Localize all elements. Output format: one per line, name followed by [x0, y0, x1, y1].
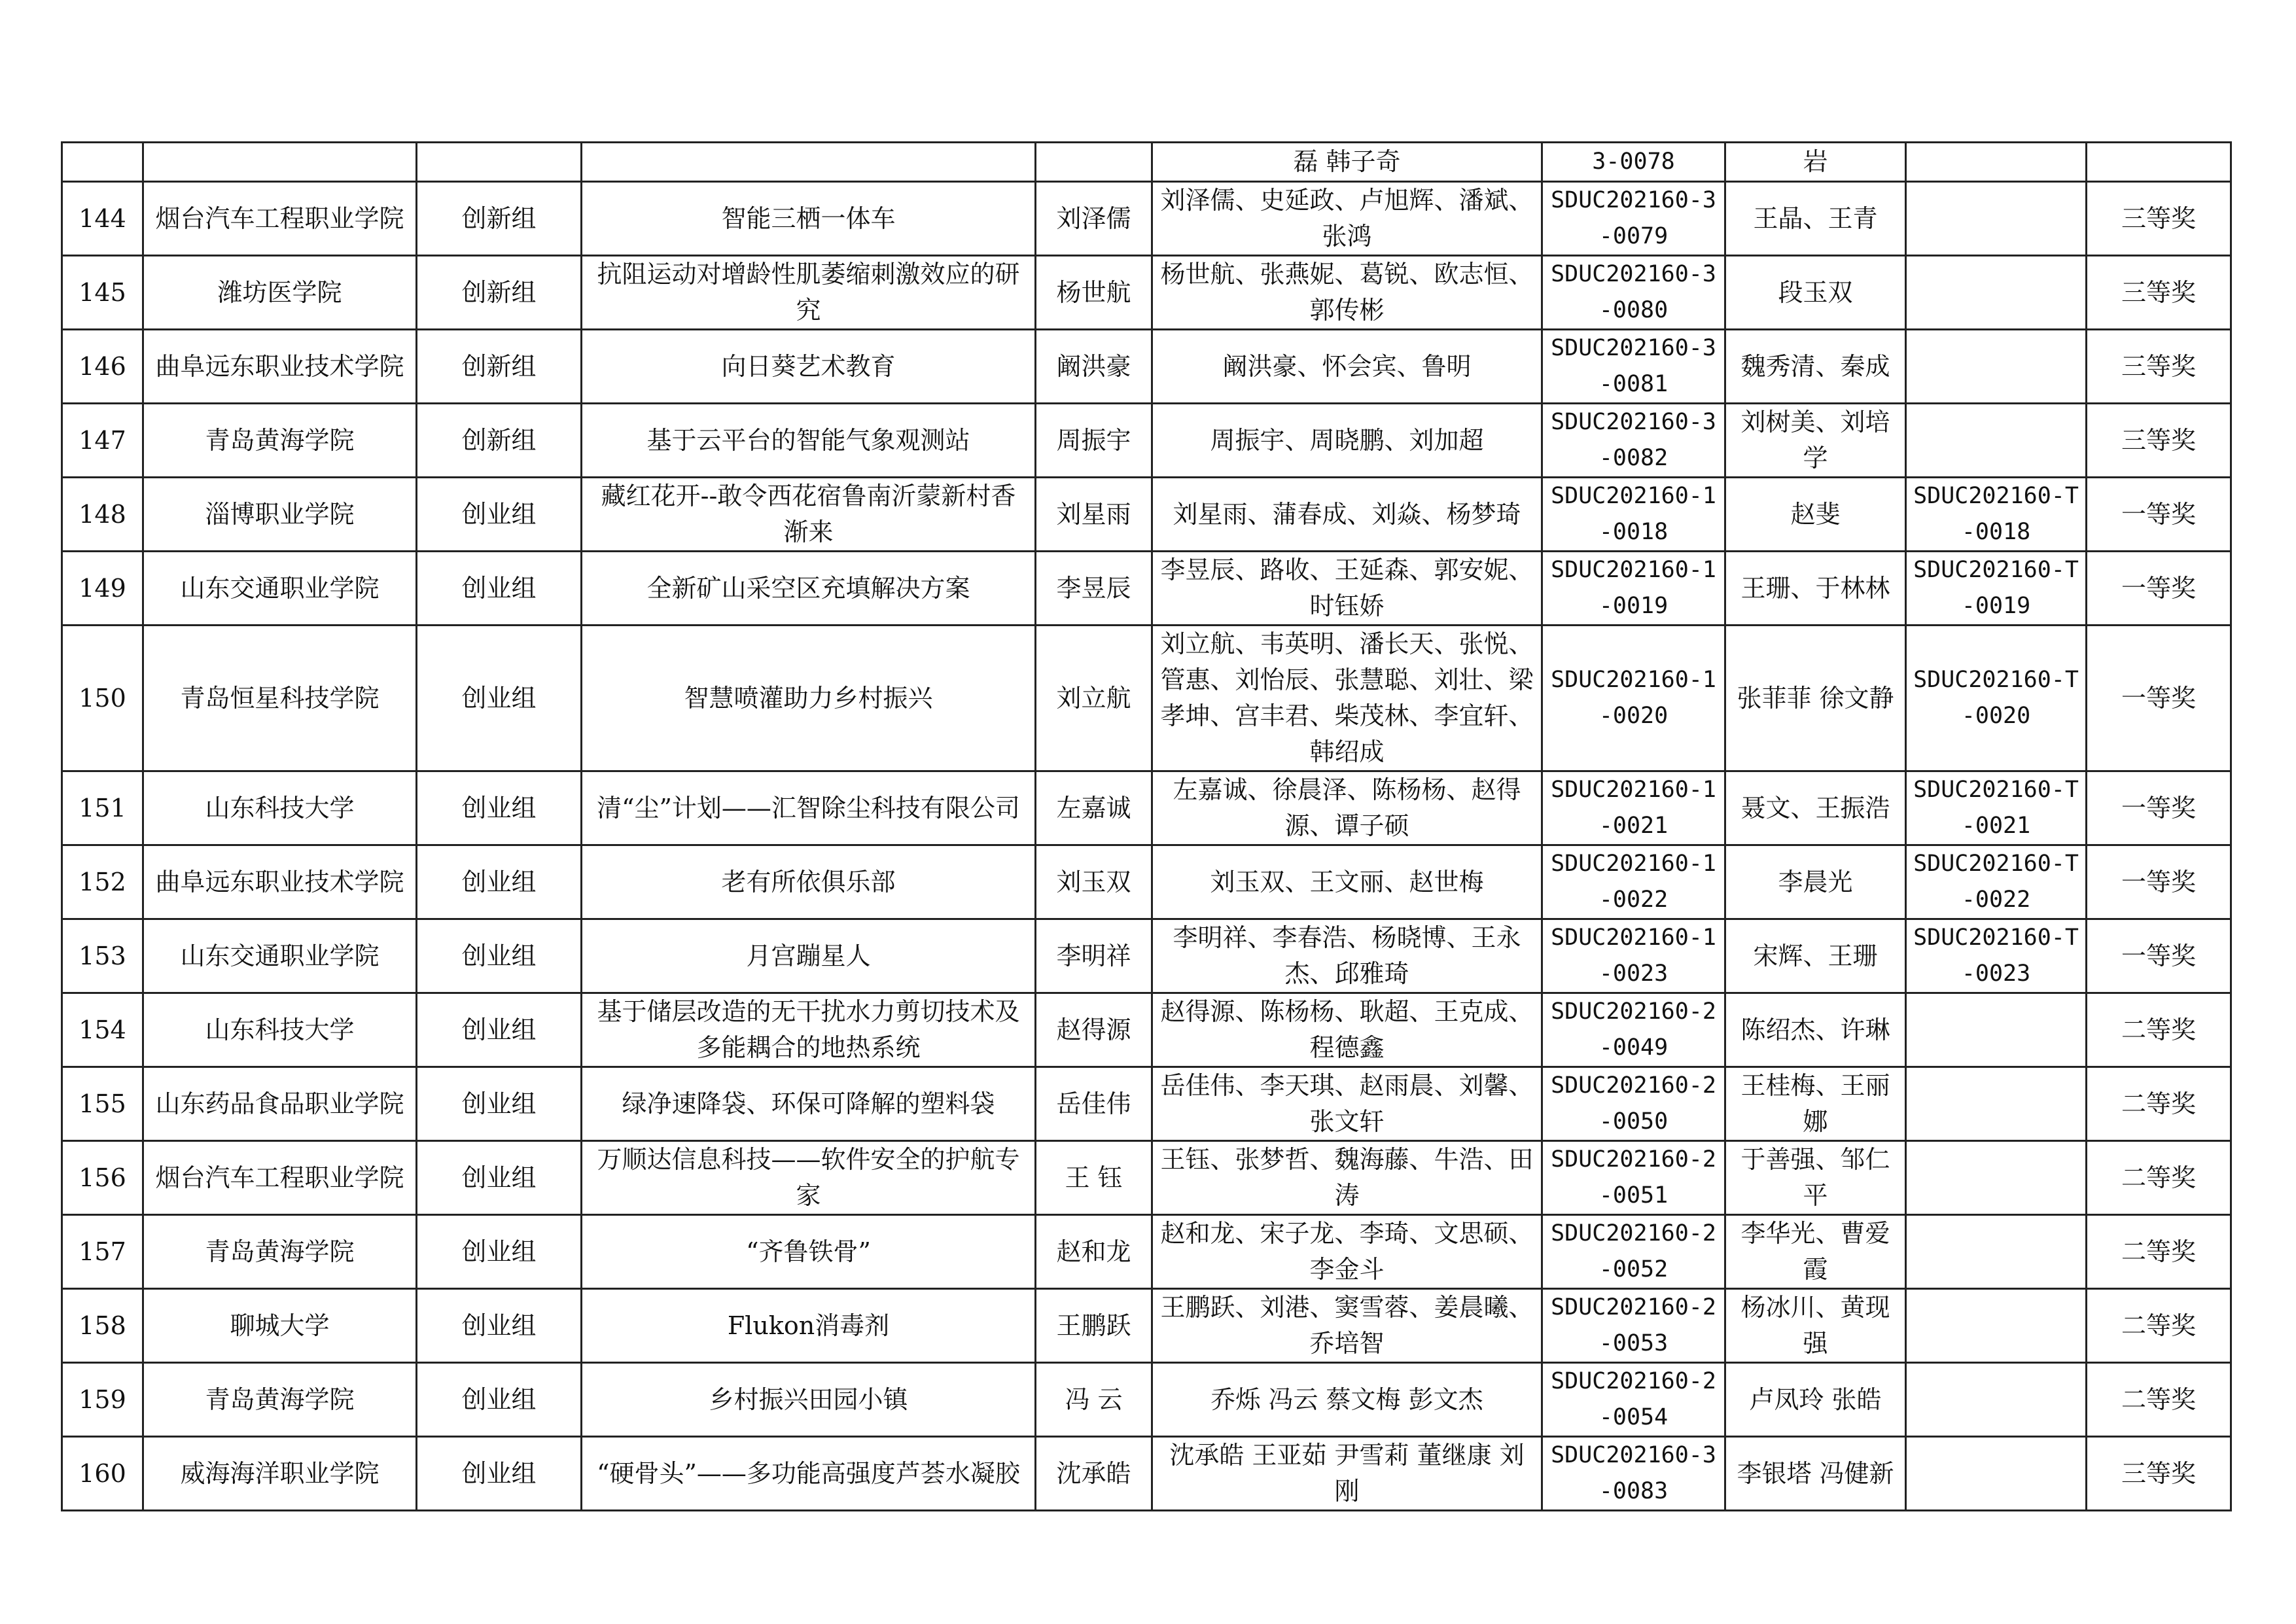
cell-code: SDUC202160-1-0018	[1542, 478, 1725, 552]
table-row	[62, 1289, 2231, 1363]
cell-group: 创新组	[417, 256, 582, 330]
cell-group: 创新组	[417, 182, 582, 256]
cell-advisor: 宋辉、王珊	[1725, 919, 1906, 993]
table-row	[62, 1215, 2231, 1289]
cell-t-code: SDUC202160-T-0022	[1906, 845, 2087, 919]
cell-t-code	[1906, 1067, 2087, 1141]
cell-school: 聊城大学	[143, 1289, 417, 1363]
cell-group: 创业组	[417, 1215, 582, 1289]
cell-advisor: 刘树美、刘培学	[1725, 404, 1906, 478]
cell-number: 150	[62, 626, 143, 771]
cell-school: 青岛恒星科技学院	[143, 626, 417, 771]
cell-school: 青岛黄海学院	[143, 404, 417, 478]
cell-members: 岳佳伟、李天琪、赵雨晨、刘馨、张文轩	[1152, 1067, 1542, 1141]
cell-t-code	[1906, 330, 2087, 404]
table-row	[62, 552, 2231, 626]
cell-project: 向日葵艺术教育	[582, 330, 1036, 404]
cell-project: 智能三栖一体车	[582, 182, 1036, 256]
cell-group: 创业组	[417, 771, 582, 845]
cell-group: 创业组	[417, 993, 582, 1067]
cell-members: 周振宇、周晓鹏、刘加超	[1152, 404, 1542, 478]
table-row	[62, 1067, 2231, 1141]
table-row	[62, 330, 2231, 404]
cell-leader: 岳佳伟	[1036, 1067, 1152, 1141]
cell-advisor: 王珊、于林林	[1725, 552, 1906, 626]
cell-award: 二等奖	[2087, 1141, 2231, 1215]
cell-members: 李明祥、李春浩、杨晓博、王永杰、邱雅琦	[1152, 919, 1542, 993]
cell-number: 160	[62, 1437, 143, 1511]
cell-number: 152	[62, 845, 143, 919]
cell-members: 乔烁 冯云 蔡文梅 彭文杰	[1152, 1363, 1542, 1437]
cell-t-code: SDUC202160-T-0018	[1906, 478, 2087, 552]
cell-leader: 刘立航	[1036, 626, 1152, 771]
cell-project: “硬骨头”——多功能高强度芦荟水凝胶	[582, 1437, 1036, 1511]
cell-group: 创业组	[417, 845, 582, 919]
cell-code: SDUC202160-2-0054	[1542, 1363, 1725, 1437]
cell-project: 绿净速降袋、环保可降解的塑料袋	[582, 1067, 1036, 1141]
cell-number: 155	[62, 1067, 143, 1141]
cell-award: 一等奖	[2087, 845, 2231, 919]
cell-t-code	[1906, 1289, 2087, 1363]
cell-project: 老有所依俱乐部	[582, 845, 1036, 919]
table-row	[62, 771, 2231, 845]
cell-members: 赵和龙、宋子龙、李琦、文思硕、李金斗	[1152, 1215, 1542, 1289]
cell-t-code	[1906, 993, 2087, 1067]
cell-advisor: 王晶、王青	[1725, 182, 1906, 256]
cell-members: 左嘉诚、徐晨泽、陈杨杨、赵得源、谭子硕	[1152, 771, 1542, 845]
cell-leader: 周振宇	[1036, 404, 1152, 478]
cell-number: 145	[62, 256, 143, 330]
cell-project: 全新矿山采空区充填解决方案	[582, 552, 1036, 626]
cell-t-code	[1906, 1141, 2087, 1215]
cell-school: 山东科技大学	[143, 993, 417, 1067]
cell-award: 三等奖	[2087, 330, 2231, 404]
cell-number: 153	[62, 919, 143, 993]
cell-code: SDUC202160-2-0050	[1542, 1067, 1725, 1141]
cell-t-code	[1906, 182, 2087, 256]
cell-school: 烟台汽车工程职业学院	[143, 1141, 417, 1215]
table-row	[62, 1363, 2231, 1437]
cell-project: 清“尘”计划——汇智除尘科技有限公司	[582, 771, 1036, 845]
cell-project: Flukon消毒剂	[582, 1289, 1036, 1363]
cell-t-code	[1906, 1437, 2087, 1511]
cell-t-code	[1906, 1363, 2087, 1437]
cell-t-code	[1906, 143, 2087, 182]
table-row	[62, 404, 2231, 478]
cell-school: 青岛黄海学院	[143, 1363, 417, 1437]
cell-advisor: 赵斐	[1725, 478, 1906, 552]
cell-project: “齐鲁铁骨”	[582, 1215, 1036, 1289]
cell-members: 刘泽儒、史延政、卢旭辉、潘斌、张鸿	[1152, 182, 1542, 256]
cell-advisor: 卢凤玲 张皓	[1725, 1363, 1906, 1437]
cell-number: 144	[62, 182, 143, 256]
cell-t-code: SDUC202160-T-0019	[1906, 552, 2087, 626]
award-table	[61, 141, 2232, 1511]
cell-code: SDUC202160-2-0052	[1542, 1215, 1725, 1289]
cell-number: 147	[62, 404, 143, 478]
cell-leader: 阚洪豪	[1036, 330, 1152, 404]
cell-award: 一等奖	[2087, 919, 2231, 993]
cell-leader: 李明祥	[1036, 919, 1152, 993]
cell-award: 三等奖	[2087, 404, 2231, 478]
cell-code: SDUC202160-1-0020	[1542, 626, 1725, 771]
cell-leader: 李昱辰	[1036, 552, 1152, 626]
cell-group: 创业组	[417, 919, 582, 993]
cell-number: 156	[62, 1141, 143, 1215]
cell-leader: 刘星雨	[1036, 478, 1152, 552]
cell-advisor: 杨冰川、黄现强	[1725, 1289, 1906, 1363]
cell-school: 潍坊医学院	[143, 256, 417, 330]
cell-group: 创业组	[417, 1067, 582, 1141]
table-body	[62, 143, 2231, 1511]
cell-group: 创业组	[417, 1363, 582, 1437]
cell-group: 创业组	[417, 1141, 582, 1215]
cell-advisor: 于善强、邹仁平	[1725, 1141, 1906, 1215]
cell-code: SDUC202160-3-0082	[1542, 404, 1725, 478]
cell-code: SDUC202160-2-0049	[1542, 993, 1725, 1067]
cell-school: 曲阜远东职业技术学院	[143, 845, 417, 919]
cell-code: SDUC202160-3-0083	[1542, 1437, 1725, 1511]
cell-members: 王鹏跃、刘港、窦雪蓉、姜晨曦、乔培智	[1152, 1289, 1542, 1363]
cell-advisor: 李银塔 冯健新	[1725, 1437, 1906, 1511]
cell-code: 3-0078	[1542, 143, 1725, 182]
cell-members: 阚洪豪、怀会宾、鲁明	[1152, 330, 1542, 404]
cell-group: 创新组	[417, 404, 582, 478]
table-row	[62, 143, 2231, 182]
cell-advisor: 魏秀清、秦成	[1725, 330, 1906, 404]
cell-t-code	[1906, 1215, 2087, 1289]
cell-code: SDUC202160-1-0021	[1542, 771, 1725, 845]
cell-leader: 赵和龙	[1036, 1215, 1152, 1289]
cell-leader: 沈承皓	[1036, 1437, 1152, 1511]
cell-leader: 赵得源	[1036, 993, 1152, 1067]
cell-advisor: 李晨光	[1725, 845, 1906, 919]
cell-group: 创新组	[417, 330, 582, 404]
cell-members: 赵得源、陈杨杨、耿超、王克成、程德鑫	[1152, 993, 1542, 1067]
table-row	[62, 1141, 2231, 1215]
cell-advisor: 聂文、王振浩	[1725, 771, 1906, 845]
cell-award: 二等奖	[2087, 1215, 2231, 1289]
cell-award: 一等奖	[2087, 771, 2231, 845]
table-row	[62, 256, 2231, 330]
cell-school: 曲阜远东职业技术学院	[143, 330, 417, 404]
cell-number: 158	[62, 1289, 143, 1363]
cell-code: SDUC202160-2-0053	[1542, 1289, 1725, 1363]
cell-number: 148	[62, 478, 143, 552]
cell-project: 基于云平台的智能气象观测站	[582, 404, 1036, 478]
cell-advisor: 王桂梅、王丽娜	[1725, 1067, 1906, 1141]
cell-leader: 刘玉双	[1036, 845, 1152, 919]
table-row	[62, 182, 2231, 256]
cell-award: 一等奖	[2087, 478, 2231, 552]
cell-group: 创业组	[417, 1437, 582, 1511]
cell-award: 二等奖	[2087, 993, 2231, 1067]
cell-award: 一等奖	[2087, 626, 2231, 771]
cell-code: SDUC202160-3-0080	[1542, 256, 1725, 330]
cell-members: 沈承皓 王亚茹 尹雪莉 董继康 刘刚	[1152, 1437, 1542, 1511]
cell-code: SDUC202160-3-0079	[1542, 182, 1725, 256]
cell-school: 山东交通职业学院	[143, 919, 417, 993]
cell-members: 磊 韩子奇	[1152, 143, 1542, 182]
cell-members: 刘立航、韦英明、潘长天、张悦、管惠、刘怡辰、张慧聪、刘壮、梁孝坤、宫丰君、柴茂林、李宜轩、韩绍成	[1152, 626, 1542, 771]
cell-award: 一等奖	[2087, 552, 2231, 626]
cell-project: 藏红花开--敢令西花宿鲁南沂蒙新村香渐来	[582, 478, 1036, 552]
cell-project: 乡村振兴田园小镇	[582, 1363, 1036, 1437]
cell-school	[143, 143, 417, 182]
cell-school: 烟台汽车工程职业学院	[143, 182, 417, 256]
table-row	[62, 626, 2231, 771]
cell-award: 三等奖	[2087, 256, 2231, 330]
cell-project: 抗阻运动对增龄性肌萎缩刺激效应的研究	[582, 256, 1036, 330]
cell-advisor: 张菲菲 徐文静	[1725, 626, 1906, 771]
cell-school: 威海海洋职业学院	[143, 1437, 417, 1511]
cell-leader: 王鹏跃	[1036, 1289, 1152, 1363]
table-row	[62, 1437, 2231, 1511]
cell-t-code	[1906, 256, 2087, 330]
cell-award: 二等奖	[2087, 1067, 2231, 1141]
cell-leader	[1036, 143, 1152, 182]
cell-members: 李昱辰、路收、王延森、郭安妮、时钰娇	[1152, 552, 1542, 626]
cell-award: 二等奖	[2087, 1363, 2231, 1437]
cell-leader: 刘泽儒	[1036, 182, 1152, 256]
cell-advisor: 岩	[1725, 143, 1906, 182]
cell-members: 刘玉双、王文丽、赵世梅	[1152, 845, 1542, 919]
cell-leader: 王 钰	[1036, 1141, 1152, 1215]
cell-number: 146	[62, 330, 143, 404]
cell-group: 创业组	[417, 478, 582, 552]
table-row	[62, 919, 2231, 993]
cell-members: 王钰、张梦哲、魏海藤、牛浩、田涛	[1152, 1141, 1542, 1215]
cell-number: 159	[62, 1363, 143, 1437]
cell-code: SDUC202160-1-0019	[1542, 552, 1725, 626]
cell-school: 山东药品食品职业学院	[143, 1067, 417, 1141]
cell-group: 创业组	[417, 626, 582, 771]
cell-code: SDUC202160-3-0081	[1542, 330, 1725, 404]
cell-school: 青岛黄海学院	[143, 1215, 417, 1289]
cell-leader: 左嘉诚	[1036, 771, 1152, 845]
cell-members: 杨世航、张燕妮、葛锐、欧志恒、郭传彬	[1152, 256, 1542, 330]
cell-award: 三等奖	[2087, 1437, 2231, 1511]
cell-advisor: 陈绍杰、许琳	[1725, 993, 1906, 1067]
cell-leader: 冯 云	[1036, 1363, 1152, 1437]
cell-group: 创业组	[417, 1289, 582, 1363]
cell-school: 山东科技大学	[143, 771, 417, 845]
cell-number: 154	[62, 993, 143, 1067]
cell-code: SDUC202160-1-0023	[1542, 919, 1725, 993]
cell-group: 创业组	[417, 552, 582, 626]
cell-project: 万顺达信息科技——软件安全的护航专家	[582, 1141, 1036, 1215]
cell-code: SDUC202160-1-0022	[1542, 845, 1725, 919]
cell-t-code: SDUC202160-T-0023	[1906, 919, 2087, 993]
table-row	[62, 993, 2231, 1067]
cell-school: 淄博职业学院	[143, 478, 417, 552]
cell-leader: 杨世航	[1036, 256, 1152, 330]
cell-number	[62, 143, 143, 182]
cell-award	[2087, 143, 2231, 182]
award-table-container	[61, 141, 2230, 1511]
cell-t-code: SDUC202160-T-0020	[1906, 626, 2087, 771]
cell-group	[417, 143, 582, 182]
cell-number: 151	[62, 771, 143, 845]
cell-advisor: 李华光、曹爱霞	[1725, 1215, 1906, 1289]
cell-school: 山东交通职业学院	[143, 552, 417, 626]
cell-project	[582, 143, 1036, 182]
cell-project: 基于储层改造的无干扰水力剪切技术及多能耦合的地热系统	[582, 993, 1036, 1067]
cell-project: 智慧喷灌助力乡村振兴	[582, 626, 1036, 771]
cell-t-code	[1906, 404, 2087, 478]
table-row	[62, 845, 2231, 919]
table-row	[62, 478, 2231, 552]
cell-number: 149	[62, 552, 143, 626]
cell-award: 二等奖	[2087, 1289, 2231, 1363]
cell-members: 刘星雨、蒲春成、刘焱、杨梦琦	[1152, 478, 1542, 552]
cell-number: 157	[62, 1215, 143, 1289]
cell-project: 月宫蹦星人	[582, 919, 1036, 993]
cell-t-code: SDUC202160-T-0021	[1906, 771, 2087, 845]
cell-award: 三等奖	[2087, 182, 2231, 256]
cell-advisor: 段玉双	[1725, 256, 1906, 330]
cell-code: SDUC202160-2-0051	[1542, 1141, 1725, 1215]
